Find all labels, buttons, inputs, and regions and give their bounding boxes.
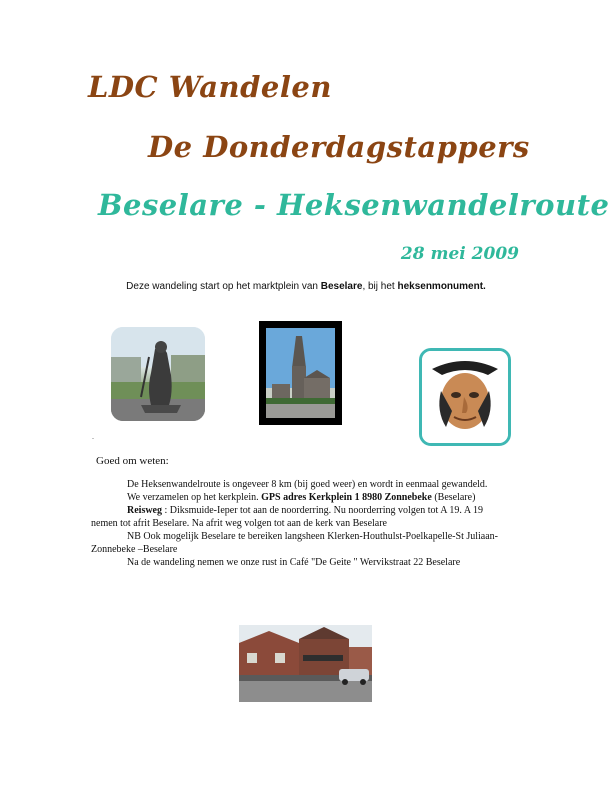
para-cafe: Na de wandeling nemen we onze rust in Café "De Geite " Wervikstraat 22 Beselare [127,557,461,568]
info-body [91,478,511,569]
intro-monument: heksenmonument. [397,281,486,292]
meeting-post: (Beselare) [431,492,476,503]
witch-statue-photo [111,327,205,421]
church-photo-inner [266,328,335,418]
title-heksenwandelroute: Beselare - Heksenwandelroute [98,188,610,222]
walk-date: 28 mei 2009 [400,244,519,264]
reisweg-text: : Diksmuide-Ieper tot aan de noorderring. Nu noorderring volgen tot A 19. A 19 nemen tot afrit Beselare. Na afrit weg volgen tot aan de kerk van Beselare [91,505,484,529]
para-meeting-point [91,491,511,504]
reisweg-label: Reisweg [127,505,162,516]
para-route-length: De Heksenwandelroute is ongeveer 8 km (bij goed weer) en wordt in eenmaal gewandeld. [127,479,488,490]
intro-place: Beselare [320,281,363,292]
intro-mid: , bij het [362,281,398,292]
stray-dot: . [92,432,94,441]
cafe-photo [239,625,372,702]
church-photo [259,321,342,425]
para-alternative-route: NB Ook mogelijk Beselare te bereiken langsheen Klerken-Houthulst-Poelkapelle-St Juliaan-Zonnebeke –Beselare [91,531,499,555]
para-route-directions [91,504,511,530]
title-donderdagstappers: De Donderdagstappers [148,130,530,164]
intro-text [0,281,612,292]
good-to-know-heading: Goed om weten: [96,455,169,467]
intro-pre: Deze wandeling start op het marktplein van [126,281,321,292]
meeting-pre: We verzamelen op het kerkplein. [127,492,262,503]
witch-face-image [419,348,511,446]
title-ldc-wandelen: LDC Wandelen [88,70,332,104]
gps-address: GPS adres Kerkplein 1 8980 Zonnebeke [261,492,432,503]
